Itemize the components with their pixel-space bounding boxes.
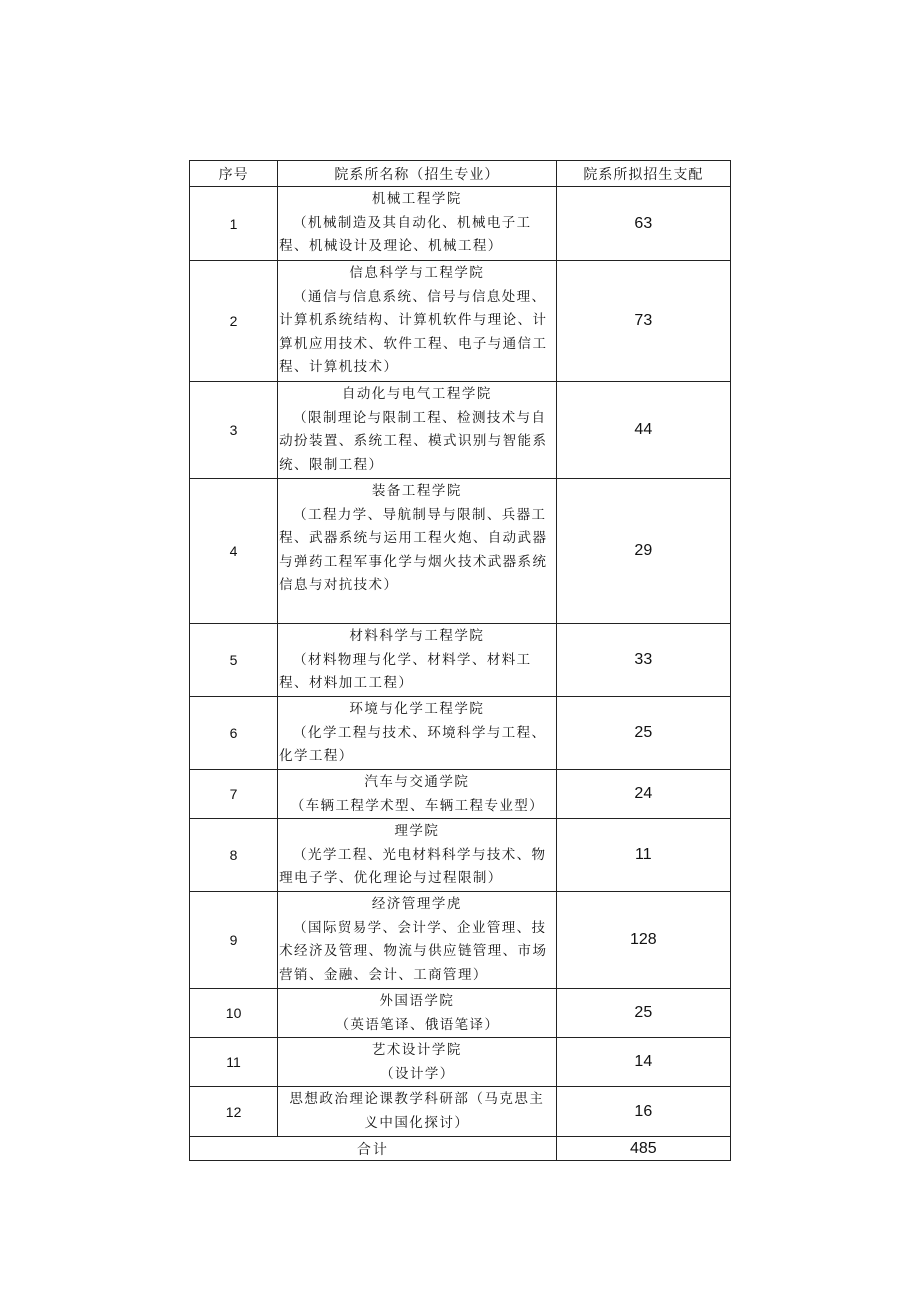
college-name: 思想政治理论课教学科研部（马克思主义中国化探讨）	[289, 1091, 545, 1131]
row-name-cell	[278, 819, 557, 892]
row-index: 10	[190, 989, 278, 1038]
college-name: 信息科学与工程学院	[349, 265, 485, 281]
row-quota: 16	[556, 1087, 730, 1137]
college-name: 理学院	[394, 823, 440, 839]
row-name-cell	[278, 187, 557, 261]
college-majors: （英语笔译、俄语笔译）	[335, 1016, 500, 1033]
table-row	[190, 261, 731, 382]
row-name-cell	[278, 1038, 557, 1087]
row-name-cell	[278, 479, 557, 624]
row-name-cell	[278, 892, 557, 989]
row-name-cell	[278, 382, 557, 479]
college-majors: （工程力学、导航制导与限制、兵器工程、武器系统与运用工程火炮、自动武器与弹药工程军事化学与烟火技术武器系统信息与对抗技术）	[279, 506, 548, 593]
row-name-cell	[278, 770, 557, 819]
college-majors: （车辆工程学术型、车辆工程专业型）	[290, 797, 545, 814]
header-name: 院系所名称（招生专业）	[278, 161, 557, 187]
college-majors: （机械制造及其自动化、机械电子工程、机械设计及理论、机械工程）	[279, 214, 532, 254]
table-row	[190, 892, 731, 989]
row-name-cell	[278, 697, 557, 770]
college-majors: （材料物理与化学、材料学、材料工程、材料加工工程）	[279, 651, 532, 691]
college-majors: （国际贸易学、会计学、企业管理、技术经济及管理、物流与供应链管理、市场营销、金融、会计、工商管理）	[279, 919, 548, 983]
row-quota: 14	[556, 1038, 730, 1087]
header-quota: 院系所拟招生支配	[556, 161, 730, 187]
row-quota: 25	[556, 989, 730, 1038]
table-row	[190, 187, 731, 261]
row-quota: 11	[556, 819, 730, 892]
table-row	[190, 1038, 731, 1087]
total-row	[190, 1137, 731, 1161]
college-name: 装备工程学院	[371, 483, 462, 499]
row-index: 3	[190, 382, 278, 479]
row-index: 9	[190, 892, 278, 989]
college-name: 经济管理学虎	[371, 896, 462, 912]
row-index: 4	[190, 479, 278, 624]
college-name: 艺术设计学院	[371, 1042, 462, 1058]
table-row	[190, 479, 731, 624]
row-quota: 33	[556, 624, 730, 697]
row-quota: 73	[556, 261, 730, 382]
college-name: 环境与化学工程学院	[349, 701, 485, 717]
college-majors: （限制理论与限制工程、检测技术与自动扮装置、系统工程、模式识别与智能系统、限制工程）	[279, 409, 548, 473]
row-quota: 25	[556, 697, 730, 770]
table-row	[190, 382, 731, 479]
college-name: 外国语学院	[379, 993, 455, 1009]
row-index: 5	[190, 624, 278, 697]
row-index: 1	[190, 187, 278, 261]
college-majors: （光学工程、光电材料科学与技术、物理电子学、优化理论与过程限制）	[279, 846, 547, 886]
row-name-cell	[278, 624, 557, 697]
table-row	[190, 1087, 731, 1137]
row-quota: 128	[556, 892, 730, 989]
row-quota: 44	[556, 382, 730, 479]
total-label: 合计	[190, 1137, 557, 1161]
table-row	[190, 624, 731, 697]
row-index: 2	[190, 261, 278, 382]
college-name: 汽车与交通学院	[364, 774, 470, 790]
table-header-row	[190, 161, 731, 187]
row-index: 12	[190, 1087, 278, 1137]
table-row	[190, 989, 731, 1038]
table-row	[190, 697, 731, 770]
row-quota: 63	[556, 187, 730, 261]
table-row	[190, 819, 731, 892]
row-quota: 29	[556, 479, 730, 624]
college-name: 材料科学与工程学院	[349, 628, 485, 644]
college-name: 自动化与电气工程学院	[341, 386, 492, 402]
college-majors: （通信与信息系统、信号与信息处理、计算机系统结构、计算机软件与理论、计算机应用技术、软件工程、电子与通信工程、计算机技术）	[279, 288, 548, 375]
college-name: 机械工程学院	[371, 191, 462, 207]
row-index: 6	[190, 697, 278, 770]
table-row	[190, 770, 731, 819]
enrollment-table	[189, 160, 731, 1161]
row-name-cell	[278, 1087, 557, 1137]
row-index: 7	[190, 770, 278, 819]
college-majors: （化学工程与技术、环境科学与工程、化学工程）	[279, 724, 547, 764]
row-index: 8	[190, 819, 278, 892]
row-name-cell	[278, 261, 557, 382]
row-quota: 24	[556, 770, 730, 819]
row-name-cell	[278, 989, 557, 1038]
header-index: 序号	[190, 161, 278, 187]
college-majors: （设计学）	[380, 1065, 455, 1082]
row-index: 11	[190, 1038, 278, 1087]
total-quota: 485	[556, 1137, 730, 1161]
